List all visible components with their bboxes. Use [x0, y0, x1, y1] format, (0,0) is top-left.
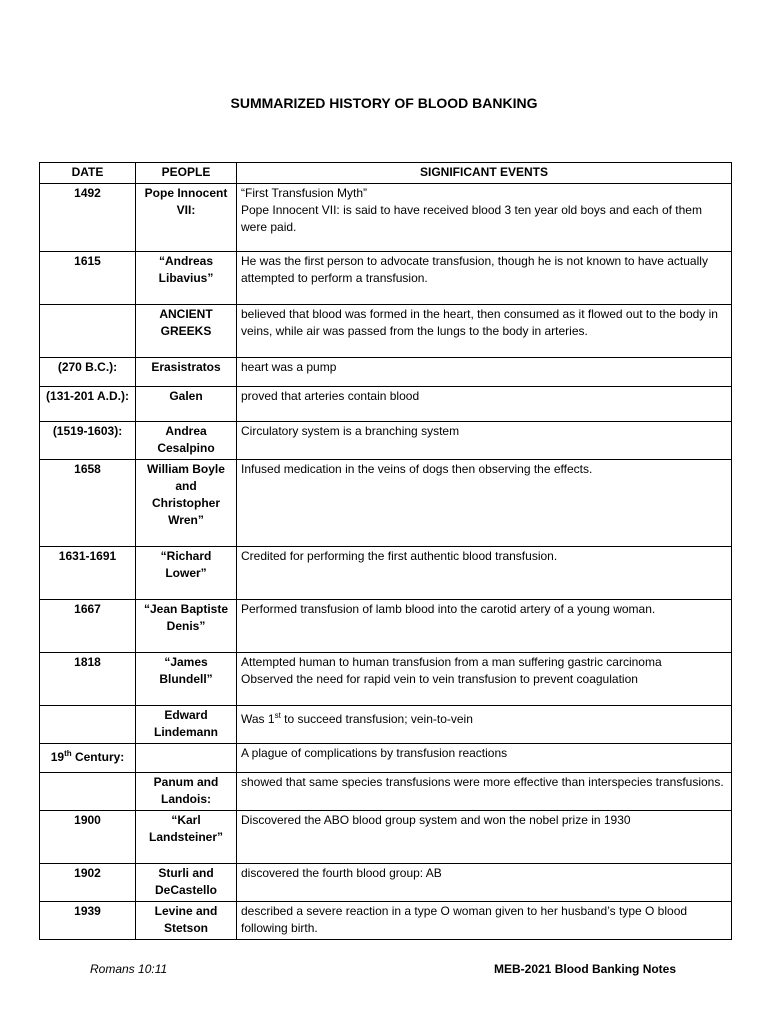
event-text: He was the first person to advocate transfusion, though he is not known to have actually attempted to perform a transfusion.: [241, 254, 708, 285]
event-text: Pope Innocent VII: is said to have received blood 3 ten year old boys and each of them were paid.: [241, 203, 702, 234]
event-text: Circulatory system is a branching system: [241, 424, 460, 438]
event-text: discovered the fourth blood group: AB: [241, 866, 442, 880]
people-cell: ANCIENT GREEKS: [136, 305, 237, 358]
events-cell: [237, 600, 732, 653]
date-cell: 1818: [40, 653, 136, 706]
event-text: Observed the need for rapid vein to vein transfusion to prevent coagulation: [241, 672, 638, 686]
table-row: [40, 252, 732, 305]
table-row: [40, 547, 732, 600]
people-cell: Edward Lindemann: [136, 706, 237, 744]
events-cell: [237, 744, 732, 773]
table-row: [40, 184, 732, 252]
table-row: [40, 773, 732, 811]
people-cell: William Boyle and Christopher Wren”: [136, 460, 237, 547]
table-row: [40, 358, 732, 387]
people-cell: Andrea Cesalpino: [136, 422, 237, 460]
date-cell: 1492: [40, 184, 136, 252]
footer-course-title: MEB-2021 Blood Banking Notes: [494, 962, 677, 976]
event-text: heart was a pump: [241, 360, 337, 374]
people-cell: “James Blundell”: [136, 653, 237, 706]
events-cell: [237, 811, 732, 864]
table-row: [40, 460, 732, 547]
history-table: [39, 162, 732, 940]
event-text: showed that same species transfusions were more effective than interspecies transfusions.: [241, 775, 724, 789]
events-cell: [237, 252, 732, 305]
event-text: Attempted human to human transfusion from a man suffering gastric carcinoma: [241, 655, 662, 669]
table-body: [40, 184, 732, 940]
event-text: Performed transfusion of lamb blood into the carotid artery of a young woman.: [241, 602, 656, 616]
date-cell: [40, 706, 136, 744]
event-text: Was 1st to succeed transfusion; vein-to-vein: [241, 711, 473, 726]
events-cell: [237, 773, 732, 811]
events-cell: [237, 387, 732, 422]
date-cell: (1519-1603):: [40, 422, 136, 460]
people-cell: Galen: [136, 387, 237, 422]
events-cell: [237, 305, 732, 358]
date-cell: 1658: [40, 460, 136, 547]
event-text: believed that blood was formed in the heart, then consumed as it flowed out to the body in veins, while air was passed from the lungs to the body in arteries.: [241, 307, 718, 338]
event-text: “First Transfusion Myth”: [241, 186, 368, 200]
table-row: [40, 653, 732, 706]
event-text: A plague of complications by transfusion reactions: [241, 746, 508, 760]
date-cell: 1615: [40, 252, 136, 305]
date-cell: (270 B.C.):: [40, 358, 136, 387]
date-column-header: DATE: [40, 163, 136, 184]
people-cell: Levine and Stetson: [136, 902, 237, 940]
table-header-row: [40, 163, 732, 184]
date-cell: 1902: [40, 864, 136, 902]
event-text: Discovered the ABO blood group system and won the nobel prize in 1930: [241, 813, 631, 827]
event-text: described a severe reaction in a type O woman given to her husband’s type O blood following birth.: [241, 904, 688, 935]
events-cell: [237, 902, 732, 940]
event-text: Infused medication in the veins of dogs then observing the effects.: [241, 462, 593, 476]
events-column-header: SIGNIFICANT EVENTS: [237, 163, 732, 184]
events-cell: [237, 864, 732, 902]
events-cell: [237, 547, 732, 600]
people-cell: Erasistratos: [136, 358, 237, 387]
page-title: SUMMARIZED HISTORY OF BLOOD BANKING: [230, 95, 538, 111]
table-row: [40, 811, 732, 864]
table-row: [40, 600, 732, 653]
table-row: [40, 387, 732, 422]
event-text: Credited for performing the first authentic blood transfusion.: [241, 549, 558, 563]
people-cell: Pope Innocent VII:: [136, 184, 237, 252]
people-column-header: PEOPLE: [136, 163, 237, 184]
people-cell: [136, 744, 237, 773]
date-cell: (131-201 A.D.):: [40, 387, 136, 422]
people-cell: “Jean Baptiste Denis”: [136, 600, 237, 653]
people-cell: Sturli and DeCastello: [136, 864, 237, 902]
people-cell: Panum and Landois:: [136, 773, 237, 811]
date-cell: 1631-1691: [40, 547, 136, 600]
footer-verse: Romans 10:11: [90, 962, 168, 976]
events-cell: [237, 460, 732, 547]
table-row: [40, 902, 732, 940]
table-row: [40, 422, 732, 460]
date-cell: 19th Century:: [40, 744, 136, 773]
people-cell: “Richard Lower”: [136, 547, 237, 600]
event-text: proved that arteries contain blood: [241, 389, 420, 403]
people-cell: “Karl Landsteiner”: [136, 811, 237, 864]
date-cell: 1939: [40, 902, 136, 940]
date-cell: [40, 773, 136, 811]
table-row: [40, 864, 732, 902]
date-cell: [40, 305, 136, 358]
table-row: [40, 305, 732, 358]
table-row: [40, 744, 732, 773]
date-cell: 1900: [40, 811, 136, 864]
events-cell: [237, 422, 732, 460]
people-cell: “Andreas Libavius”: [136, 252, 237, 305]
events-cell: [237, 706, 732, 744]
table-row: [40, 706, 732, 744]
date-cell: 1667: [40, 600, 136, 653]
events-cell: [237, 653, 732, 706]
events-cell: [237, 184, 732, 252]
events-cell: [237, 358, 732, 387]
